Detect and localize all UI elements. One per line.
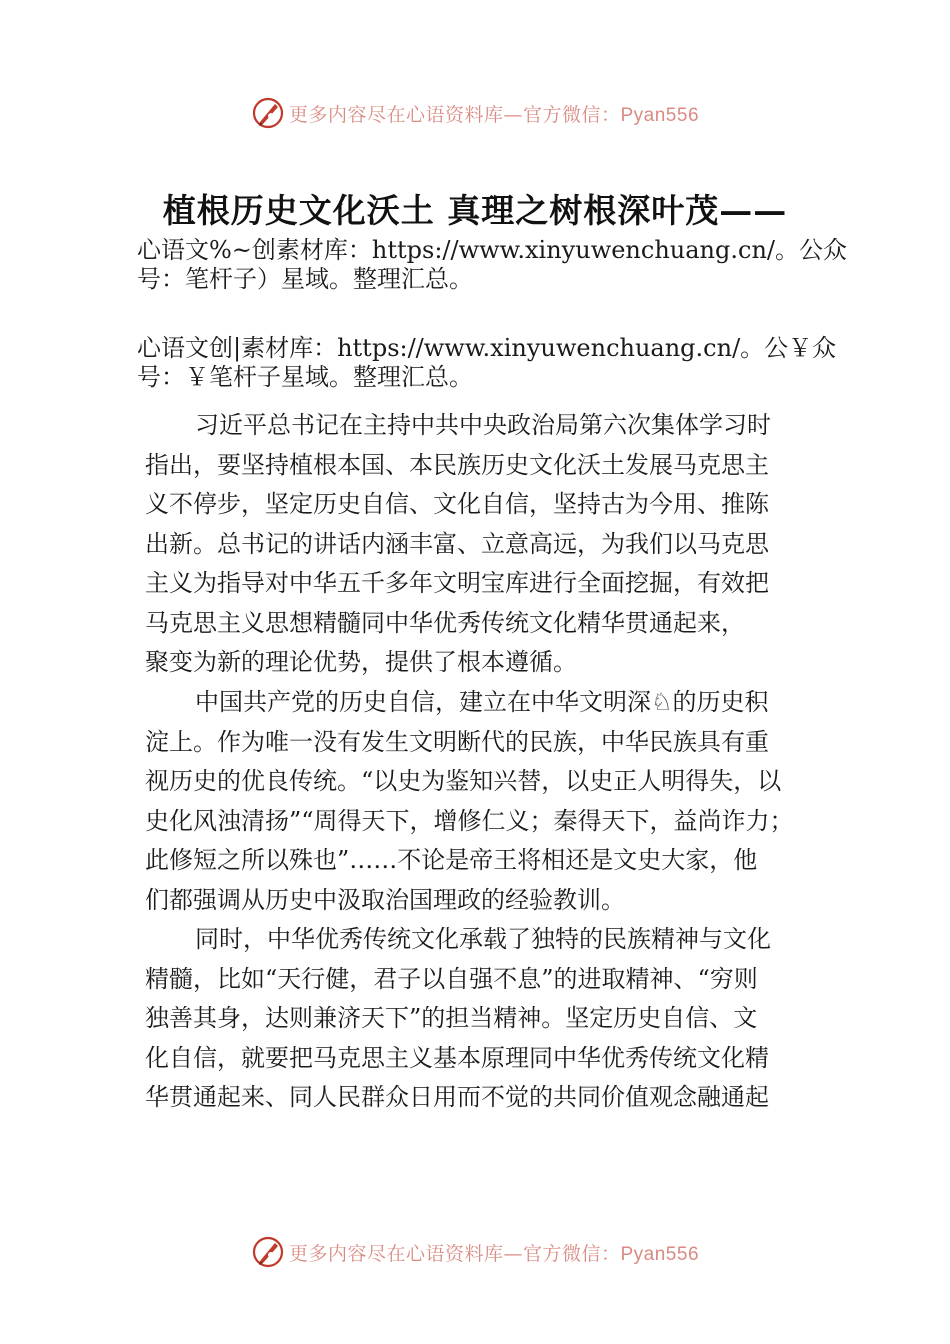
source-note-1 — [137, 236, 857, 294]
paragraph-line: 马克思主义思想精髓同中华优秀传统文化精华贯通起来， — [145, 608, 745, 637]
paragraph-line: 淀上。作为唯一没有发生文明断代的民族，中华民族具有重 — [145, 727, 769, 756]
paragraph-line: 史化风浊清扬”“周得天下，增修仁义；秦得天下，益尚诈力； — [145, 806, 794, 835]
paragraph-line: 们都强调从历史中汲取治国理政的经验教训。 — [145, 885, 625, 914]
paragraph-line: 化自信，就要把马克思主义基本原理同中华优秀传统文化精 — [145, 1043, 769, 1072]
body-paragraph-3 — [145, 920, 825, 1118]
paragraph-line: 主义为指导对中华五千多年文明宝库进行全面挖掘，有效把 — [145, 569, 769, 597]
paragraph-line: 此修短之所以殊也”……不论是帝王将相还是文史大家，他 — [145, 846, 758, 874]
source-note-1-line: 心语文%~创素材库：https://www.xinyuwenchuang.cn/。公众 — [137, 236, 847, 264]
paragraph-line: 义不停步，坚定历史自信、文化自信，坚持古为今用、推陈 — [145, 490, 769, 518]
source-note-1-line: 号：笔杆子）星域。整理汇总。 — [137, 265, 473, 293]
footer-banner-text: 更多内容尽在心语资料库—官方微信：Pyan556 — [288, 1242, 700, 1265]
paragraph-line: 出新。总书记的讲话内涵丰富、立意高远，为我们以马克思 — [145, 529, 769, 558]
pen-logo-icon — [251, 96, 285, 130]
source-note-2-line: 心语文创|素材库：https://www.xinyuwenchuang.cn/。公￥众 — [137, 334, 837, 362]
source-note-2-line: 号：￥笔杆子星域。整理汇总。 — [137, 363, 473, 391]
paragraph-line: 华贯通起来、同人民群众日用而不觉的共同价值观念融通起 — [145, 1083, 769, 1111]
pen-logo-icon — [251, 1235, 285, 1269]
source-note-2 — [137, 334, 857, 392]
paragraph-line: 独善其身，达则兼济天下”的担当精神。坚定历史自信、文 — [145, 1004, 758, 1032]
paragraph-line: 同时，中华优秀传统文化承载了独特的民族精神与文化 — [195, 925, 771, 953]
body-paragraph-2 — [145, 683, 825, 920]
footer-wechat-id: Pyan556 — [620, 1243, 700, 1265]
header-banner-text: 更多内容尽在心语资料库—官方微信：Pyan556 — [288, 103, 700, 126]
paragraph-line: 聚变为新的理论优势，提供了根本遵循。 — [145, 648, 577, 676]
paragraph-line: 指出，要坚持植根本国、本民族历史文化沃土发展马克思主 — [145, 450, 769, 479]
paragraph-line: 精髓，比如“天行健，君子以自强不息”的进取精神、“穷则 — [145, 964, 758, 993]
document-title: 植根历史文化沃土 真理之树根深叶茂—— — [162, 191, 788, 230]
header-banner — [0, 93, 950, 133]
paragraph-line: 视历史的优良传统。“以史为鉴知兴替，以史正人明得失，以 — [145, 767, 782, 795]
paragraph-line: 中国共产党的历史自信，建立在中华文明深♘的历史积 — [195, 688, 769, 716]
footer-banner — [0, 1232, 950, 1272]
paragraph-line: 习近平总书记在主持中共中央政治局第六次集体学习时 — [195, 411, 771, 439]
header-wechat-id: Pyan556 — [620, 104, 700, 126]
body-paragraph-1 — [145, 406, 825, 683]
